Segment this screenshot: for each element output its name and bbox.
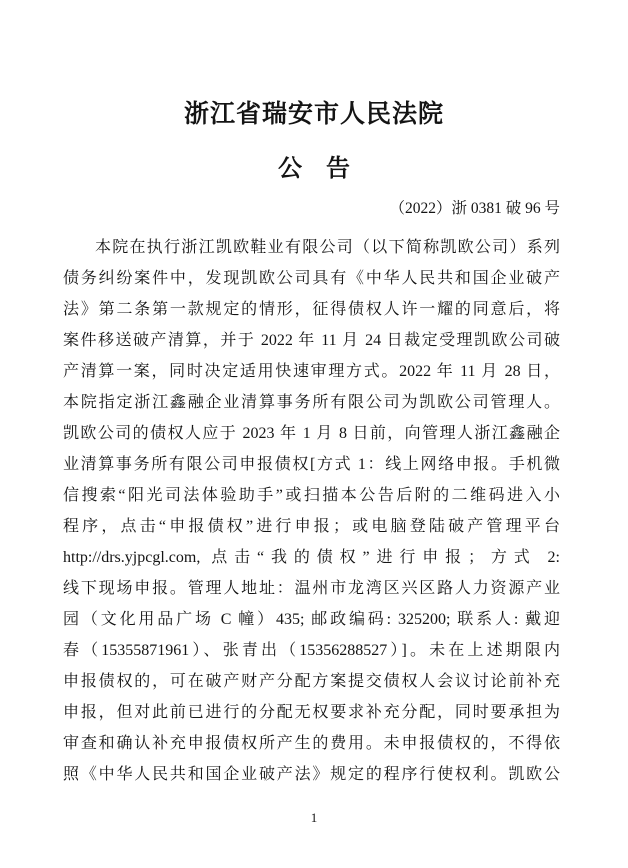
body-line: 信搜索“阳光司法体验助手”或扫描本公告后附的二维码进入小 [63,487,560,504]
body-line: 申报，但对此前已进行的分配无权要求补充分配，同时要承担为 [63,704,560,721]
court-name: 浙江省瑞安市人民法院 [183,101,444,128]
announcement-body [63,232,560,790]
body-line: 春（15355871961）、张青出（15356288527）]。未在上述期限内 [63,642,560,659]
case-number: （2022）浙 0381 破 96 号 [389,200,560,217]
body-line: 照《中华人民共和国企业破产法》规定的程序行使权利。凯欧公 [63,766,560,783]
body-line: 申报债权的，可在破产财产分配方案提交债权人会议讨论前补充 [63,673,560,690]
body-line: 业清算事务所有限公司申报债权[方式 1：线上网络申报。手机微 [63,456,560,473]
body-line: 线下现场申报。管理人地址：温州市龙湾区兴区路人力资源产业 [63,580,560,597]
body-line: 凯欧公司的债权人应于 2023 年 1 月 8 日前，向管理人浙江鑫融企 [63,425,560,442]
body-line: 本院指定浙江鑫融企业清算事务所有限公司为凯欧公司管理人。 [63,394,560,411]
body-line: http://drs.yjpcgl.com, 点击“我的债权”进行申报；方式 2: [63,549,560,566]
body-line: 债务纠纷案件中，发现凯欧公司具有《中华人民共和国企业破产 [63,270,560,287]
body-line: 园（文化用品广场 C 幢）435; 邮政编码: 325200; 联系人: 戴迎 [63,611,560,628]
notice-title: 公 告 [278,156,350,182]
body-line: 案件移送破产清算，并于 2022 年 11 月 24 日裁定受理凯欧公司破 [63,332,560,349]
body-line: 审查和确认补充申报债权所产生的费用。未申报债权的，不得依 [63,735,560,752]
page-number: 1 [310,810,318,825]
body-line: 本院在执行浙江凯欧鞋业有限公司（以下简称凯欧公司）系列 [95,239,560,256]
body-line: 程序，点击“申报债权”进行申报；或电脑登陆破产管理平台 [63,518,560,535]
body-line: 法》第二条第一款规定的情形，征得债权人许一耀的同意后，将 [63,301,560,318]
body-line: 产清算一案，同时决定适用快速审理方式。2022 年 11 月 28 日， [63,363,560,380]
